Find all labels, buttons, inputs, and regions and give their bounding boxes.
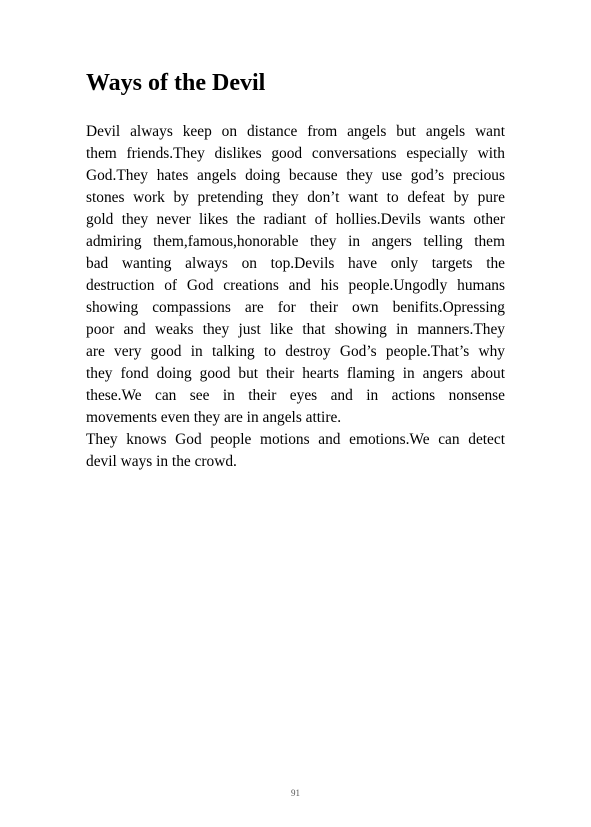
text-line: are very good in talking to destroy God’s people.That’s why xyxy=(86,343,505,360)
text-line: showing compassions are for their own benifits.Opressing xyxy=(86,299,505,316)
text-line: they fond doing good but their hearts flaming in angers about xyxy=(86,365,505,382)
text-line: poor and weaks they just like that showing in manners.They xyxy=(86,321,505,338)
text-line: devil ways in the crowd. xyxy=(86,453,237,470)
text-line: Devil always keep on distance from angels but angels want xyxy=(86,123,505,140)
text-line: They knows God people motions and emotions.We can detect xyxy=(86,431,505,448)
text-line: admiring them,famous,honorable they in angers telling them xyxy=(86,233,505,250)
text-line: these.We can see in their eyes and in actions nonsense xyxy=(86,387,505,404)
text-line: God.They hates angels doing because they use god’s precious xyxy=(86,167,505,184)
text-line: destruction of God creations and his people.Ungodly humans xyxy=(86,277,505,294)
text-line: movements even they are in angels attire. xyxy=(86,409,342,426)
text-line: gold they never likes the radiant of hollies.Devils wants other xyxy=(86,211,505,228)
page-number: 91 xyxy=(291,788,300,798)
text-line: bad wanting always on top.Devils have only targets the xyxy=(86,255,505,272)
body-text xyxy=(86,121,505,473)
text-line: them friends.They dislikes good conversations especially with xyxy=(86,145,505,162)
text-line: stones work by pretending they don’t want to defeat by pure xyxy=(86,189,505,206)
page-title: Ways of the Devil xyxy=(86,70,266,96)
